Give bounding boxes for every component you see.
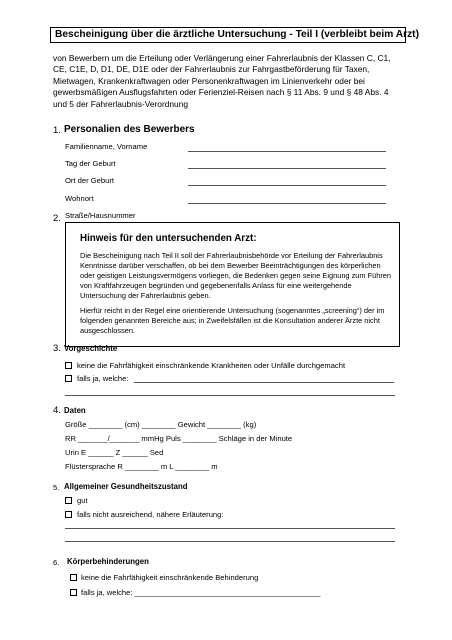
intro-text: von Bewerbern um die Erteilung oder Verlängerung einer Fahrerlaubnis der Klassen C, C1, CE, C1E, D, D1, DE, D1E oder der Fahrerlaubnis zur Fahrgastbeförderung für Taxen, Mietwagen, Krankenkraftwagen oder Personenkraftwagen im Linienverkehr oder bei gewerbsmäßigen Ausflugsfahrten oder Ferienziel-Reisen nach § 11 Abs. 9 und § 48 Abs. 4 und 5 der Fahrerlaubnis-Verordnung (53, 53, 391, 109)
checkbox-health-good[interactable] (65, 497, 72, 504)
field-input-birthplace[interactable] (188, 185, 386, 186)
form-title: Bescheinigung über die ärztliche Untersuchung - Teil I (verbleibt beim Arzt) (50, 27, 406, 43)
section3-number: 3. (53, 343, 61, 354)
checkbox-no-illness-label: keine die Fahrfähigkeit einschränkende Krankheiten oder Unfälle durchgemacht (77, 361, 346, 370)
data-row-whisper-test: Flüstersprache R ________ m L ________ m (65, 462, 218, 471)
section5-number: 5. (53, 483, 60, 492)
field-label-name: Familienname, Vorname (65, 142, 148, 151)
checkbox-no-disability-label: keine die Fahrfähigkeit einschränkende Behinderung (81, 573, 259, 582)
health-details-line-2[interactable] (65, 541, 395, 542)
hint-paragraph-1: Die Bescheinigung nach Teil II soll der Fahrerlaubnisbehörde vor Erteilung der Fahrerlaubnis Kenntnisse darüber verschaffen, ob bei dem Bewerber Beeinträchtigungen des körperlichen oder geistigen Leistungsvermögens vorliegen, die Bedenken gegen seine Eignung zum Führen von Kraftfahrzeugen begründen und gegebenenfalls Anlass für eine weitergehende Untersuchung der Fahrerlaubnis geben. (80, 251, 392, 300)
checkbox-illness-yes-label: falls ja, welche: (77, 374, 129, 383)
field-input-name[interactable] (188, 151, 386, 152)
data-row-urine: Urin E ______ Z ______ Sed (65, 448, 164, 457)
checkbox-no-illness[interactable] (65, 362, 72, 369)
field-input-residence[interactable] (188, 203, 386, 204)
section5-title: Allgemeiner Gesundheitszustand (64, 482, 188, 491)
field-input-birthdate[interactable] (188, 168, 386, 169)
field-label-street: Straße/Hausnummer (65, 211, 136, 220)
health-details-line-1[interactable] (65, 528, 395, 529)
illness-details-line-2[interactable] (65, 395, 395, 396)
checkbox-illness-yes[interactable] (65, 375, 72, 382)
hint-title: Hinweis für den untersuchenden Arzt: (80, 233, 257, 244)
section2-number: 2. (53, 213, 61, 224)
illness-details-line-1[interactable] (134, 382, 394, 383)
field-label-birthdate: Tag der Geburt (65, 159, 116, 168)
hint-paragraph-2: Hierfür reicht in der Regel eine orientierende Untersuchung (sogenanntes „screening“) der im folgenden genannten Bereiche aus; in Zweifelsfällen ist die Konsultation anderer Ärzte nicht ausgeschlossen. (80, 306, 385, 335)
checkbox-no-disability[interactable] (70, 574, 77, 581)
field-label-birthplace: Ort der Geburt (65, 176, 114, 185)
section1-title: Personalien des Bewerbers (64, 124, 195, 135)
section4-number: 4. (53, 405, 61, 416)
section6-title: Körperbehinderungen (67, 557, 149, 566)
section3-title: Vorgeschichte (64, 344, 118, 353)
checkbox-disability-yes-label: falls ja, welche: ____________________________________________ (81, 588, 321, 597)
checkbox-disability-yes[interactable] (70, 589, 77, 596)
section4-title: Daten (64, 406, 86, 415)
section1-number: 1. (53, 125, 61, 136)
checkbox-health-insufficient[interactable] (65, 511, 72, 518)
checkbox-health-insufficient-label: falls nicht ausreichend, nähere Erläuterung: (77, 510, 224, 519)
section6-number: 6. (53, 558, 60, 567)
data-row-blood-pressure: RR _______/_______ mmHg Puls ________ Schläge in der Minute (65, 434, 293, 443)
hint-box (65, 222, 400, 347)
data-row-height-weight: Größe ________ (cm) ________ Gewicht ________ (kg) (65, 420, 257, 429)
checkbox-health-good-label: gut (77, 496, 88, 505)
field-label-residence: Wohnort (65, 194, 94, 203)
